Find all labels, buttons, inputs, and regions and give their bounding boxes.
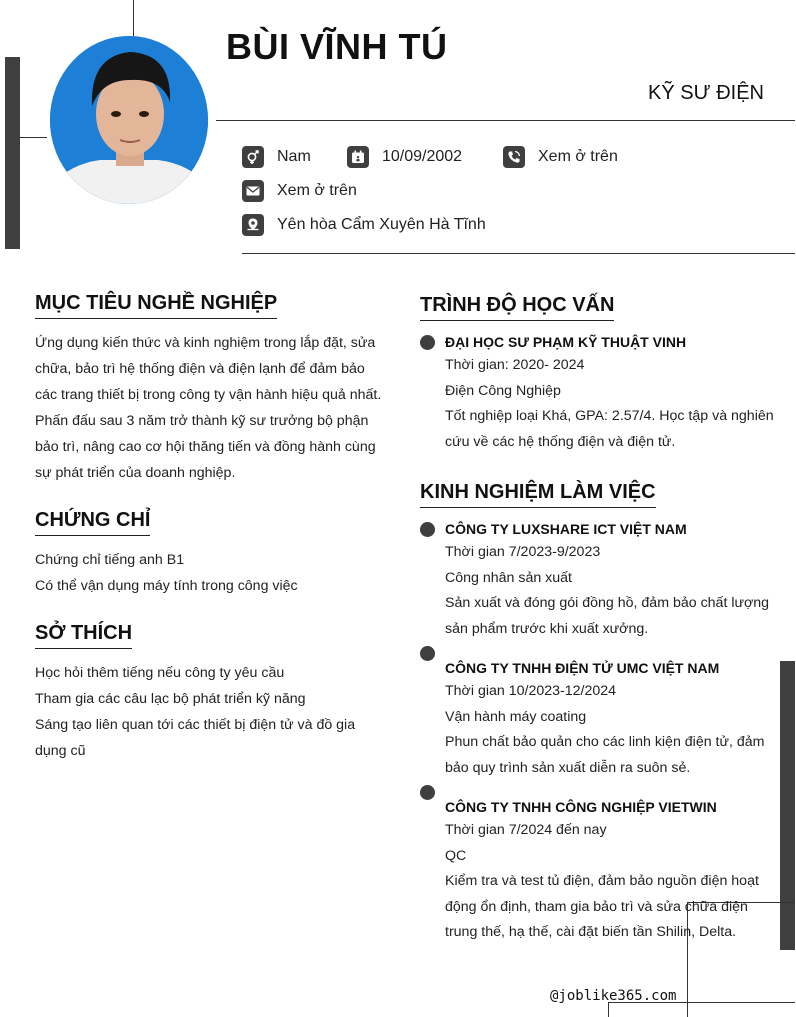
objective-line: bảo trì, nâng cao cơ hội thăng tiến và đồng hành cùng	[35, 439, 376, 455]
job-time: Thời gian 7/2023-9/2023	[445, 544, 601, 560]
school-name: ĐẠI HỌC SƯ PHẠM KỸ THUẬT VINH	[445, 334, 687, 350]
hobby-line: Tham gia các câu lạc bộ phát triển kỹ năng	[35, 691, 306, 707]
certificate-item: Chứng chỉ tiếng anh B1	[35, 552, 185, 568]
site-watermark: @joblike365.com	[550, 988, 677, 1004]
hobby-line: Sáng tạo liên quan tới các thiết bị điện tử và đồ gia	[35, 717, 356, 733]
job-desc-line: Sản xuất và đóng gói đồng hồ, đảm bảo chất lượng	[445, 595, 770, 611]
objective-heading: MỤC TIÊU NGHỀ NGHIỆP	[35, 292, 277, 319]
header-divider	[216, 120, 795, 121]
location-pin-icon	[242, 214, 264, 236]
company-name: CÔNG TY TNHH ĐIỆN TỬ UMC VIỆT NAM	[445, 660, 720, 676]
avatar	[50, 36, 208, 204]
education-time: Thời gian: 2020- 2024	[445, 357, 585, 373]
gender-icon	[242, 146, 264, 168]
birthday-text: 10/09/2002	[382, 148, 463, 165]
job-details	[445, 540, 770, 642]
divider-line	[133, 0, 134, 36]
address-info	[242, 214, 486, 236]
job-title: KỸ SƯ ĐIỆN	[648, 82, 764, 104]
timeline-dot	[420, 646, 435, 661]
contact-divider	[242, 253, 795, 254]
divider-line	[20, 137, 47, 138]
certificates-heading: CHỨNG CHỈ	[35, 509, 150, 536]
email-text: Xem ở trên	[277, 182, 357, 199]
objective-line: Ứng dụng kiến thức và kinh nghiệm trong lắp đặt, sửa	[35, 335, 376, 351]
phone-icon	[503, 146, 525, 168]
divider-line	[608, 1002, 609, 1017]
hobbies-heading: SỞ THÍCH	[35, 622, 132, 649]
hobbies-list	[35, 660, 380, 764]
job-details	[445, 818, 765, 946]
job-desc-line: sản phẩm trước khi xuất xưởng.	[445, 620, 649, 637]
objective-line: sự phát triển của doanh nghiệp.	[35, 465, 236, 481]
certificates-list	[35, 547, 380, 599]
job-time: Thời gian 10/2023-12/2024	[445, 683, 617, 699]
education-desc-line: Tốt nghiệp loại Khá, GPA: 2.57/4. Học tập và nghiên	[445, 408, 774, 424]
mail-icon	[242, 180, 264, 202]
job-desc-line: Kiểm tra và test tủ điện, đảm bảo nguồn điện hoạt	[445, 873, 759, 889]
objective-text	[35, 330, 380, 486]
education-desc-line: cứu về các hệ thống điện và điện tử.	[445, 433, 676, 450]
gender-info	[242, 146, 311, 168]
hobby-line: dụng cũ	[35, 743, 86, 759]
left-accent-bar	[5, 57, 20, 249]
timeline-dot	[420, 335, 435, 350]
phone-info	[503, 146, 618, 168]
timeline-dot	[420, 522, 435, 537]
objective-line: các trang thiết bị trong công ty vận hành hiệu quả nhất.	[35, 387, 382, 403]
experience-heading: KINH NGHIỆM LÀM VIỆC	[420, 481, 656, 508]
job-time: Thời gian 7/2024 đến nay	[445, 822, 607, 838]
objective-line: Phấn đấu sau 3 năm trở thành kỹ sư trưởng bộ phận	[35, 413, 369, 429]
job-desc-line: bảo quy trình sản xuất diễn ra suôn sẻ.	[445, 759, 691, 776]
job-desc-line: Phun chất bảo quản cho các linh kiện điện tử, đảm	[445, 734, 765, 750]
timeline-dot	[420, 785, 435, 800]
certificate-item: Có thể vận dụng máy tính trong công việc	[35, 578, 298, 594]
candidate-name: BÙI VĨNH TÚ	[226, 26, 448, 67]
education-major: Điện Công Nghiệp	[445, 382, 561, 399]
education-heading: TRÌNH ĐỘ HỌC VẤN	[420, 294, 614, 321]
birthday-info	[347, 146, 462, 168]
right-accent-bar	[780, 661, 795, 950]
job-role: QC	[445, 847, 467, 864]
job-details	[445, 679, 765, 781]
hobby-line: Học hỏi thêm tiếng nếu công ty yêu cầu	[35, 665, 285, 681]
job-desc-line: động ổn định, tham gia bảo trì và sửa chữa điện	[445, 898, 748, 915]
company-name: CÔNG TY TNHH CÔNG NGHIỆP VIETWIN	[445, 799, 717, 815]
phone-text: Xem ở trên	[538, 148, 618, 165]
job-desc-line: trung thế, hạ thế, cài đặt biến tần Shilin, Delta.	[445, 924, 737, 940]
calendar-icon	[347, 146, 369, 168]
email-info	[242, 180, 357, 202]
address-text: Yên hòa Cẩm Xuyên Hà Tĩnh	[277, 216, 486, 233]
job-role: Vận hành máy coating	[445, 708, 587, 725]
education-details	[445, 353, 774, 455]
objective-line: chữa, bảo trì hệ thống điện và điện lạnh để đảm bảo	[35, 361, 365, 377]
company-name: CÔNG TY LUXSHARE ICT VIỆT NAM	[445, 521, 687, 537]
job-role: Công nhân sản xuất	[445, 569, 572, 586]
gender-text: Nam	[277, 148, 311, 165]
